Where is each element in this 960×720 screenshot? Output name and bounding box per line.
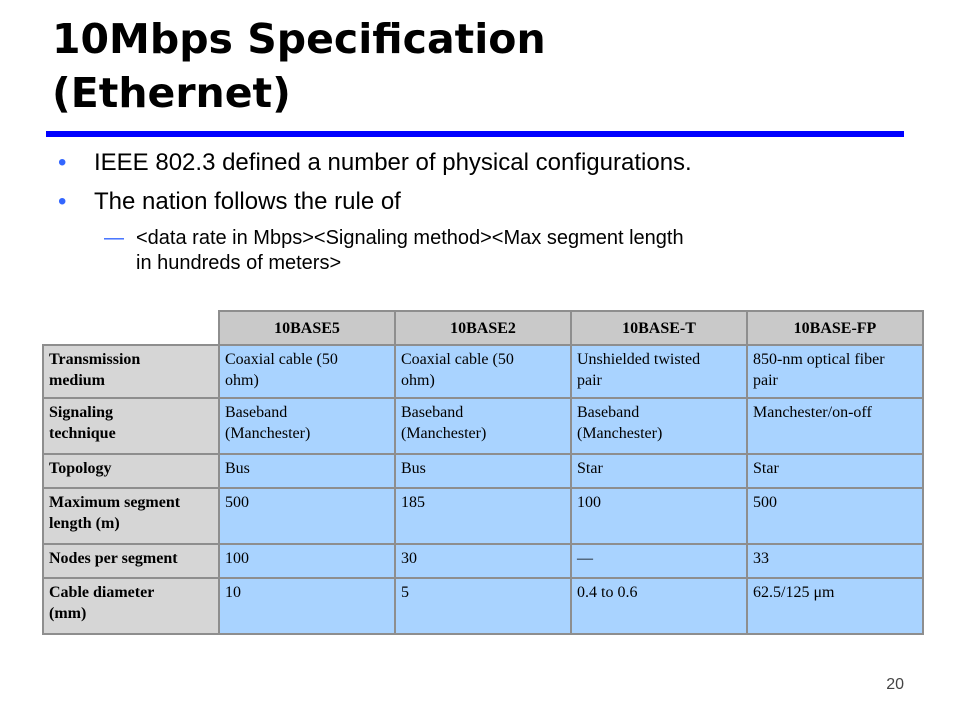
page-number: 20 xyxy=(886,676,904,693)
table-cell: 100 xyxy=(219,544,395,578)
sub-bullet-item xyxy=(104,226,896,276)
cell-line: pair xyxy=(577,372,602,389)
table-header-row xyxy=(43,311,923,345)
table-row xyxy=(43,454,923,488)
spec-table-container xyxy=(42,310,922,636)
sub-bullet-line-2: in hundreds of meters> xyxy=(136,252,342,274)
table-cell xyxy=(219,345,395,398)
slide-title xyxy=(52,12,912,120)
table-corner-cell xyxy=(43,311,219,345)
table-cell: 10 xyxy=(219,578,395,634)
column-header: 10BASE5 xyxy=(219,311,395,345)
table-cell: 33 xyxy=(747,544,923,578)
table-cell xyxy=(747,398,923,454)
row-header: Topology xyxy=(43,454,219,488)
table-cell: — xyxy=(571,544,747,578)
column-header: 10BASE-FP xyxy=(747,311,923,345)
column-header: 10BASE2 xyxy=(395,311,571,345)
title-line-1: 10Mbps Specification xyxy=(52,15,546,63)
spec-table xyxy=(42,310,924,635)
row-header-line: medium xyxy=(49,372,105,389)
row-header xyxy=(43,345,219,398)
table-row xyxy=(43,345,923,398)
table-cell: Star xyxy=(747,454,923,488)
bullet-dot-icon: • xyxy=(58,188,67,215)
row-header: Nodes per segment xyxy=(43,544,219,578)
table-cell: Bus xyxy=(395,454,571,488)
table-row xyxy=(43,578,923,634)
cell-line: Baseband xyxy=(225,404,288,421)
table-cell xyxy=(395,345,571,398)
table-cell: 100 xyxy=(571,488,747,544)
title-line-2: (Ethernet) xyxy=(52,69,291,117)
table-cell xyxy=(747,345,923,398)
row-header xyxy=(43,488,219,544)
cell-line: ohm) xyxy=(225,372,259,389)
column-header: 10BASE-T xyxy=(571,311,747,345)
cell-line: Baseband xyxy=(577,404,640,421)
row-header-line: Transmission xyxy=(49,351,141,368)
cell-line: pair xyxy=(753,372,778,389)
row-header-line: Maximum segment xyxy=(49,494,181,511)
cell-line: Unshielded twisted xyxy=(577,351,701,368)
bullet-list xyxy=(58,148,918,276)
table-cell: Star xyxy=(571,454,747,488)
cell-line: ohm) xyxy=(401,372,435,389)
table-cell xyxy=(219,398,395,454)
row-header-line: Cable diameter xyxy=(49,584,155,601)
table-cell: 5 xyxy=(395,578,571,634)
table-cell: 30 xyxy=(395,544,571,578)
table-cell: Bus xyxy=(219,454,395,488)
table-cell: 0.4 to 0.6 xyxy=(571,578,747,634)
cell-line: Coaxial cable (50 xyxy=(401,351,514,368)
table-cell: 500 xyxy=(219,488,395,544)
cell-line: (Manchester) xyxy=(401,425,487,442)
sub-bullet-line-1: <data rate in Mbps><Signaling method><Max segment length xyxy=(136,227,684,249)
row-header xyxy=(43,578,219,634)
row-header-line: (mm) xyxy=(49,605,87,622)
bullet-dot-icon: • xyxy=(58,149,67,176)
bullet-item xyxy=(58,148,918,178)
bullet-item xyxy=(58,187,918,217)
table-cell: 500 xyxy=(747,488,923,544)
row-header-line: length (m) xyxy=(49,515,120,532)
table-row xyxy=(43,544,923,578)
sub-bullet-dash: — xyxy=(104,227,124,249)
row-header-line: Signaling xyxy=(49,404,114,421)
cell-line: 850-nm optical fiber xyxy=(753,351,885,368)
bullet-text: The nation follows the rule of xyxy=(94,188,401,215)
cell-line: Coaxial cable (50 xyxy=(225,351,338,368)
row-header xyxy=(43,398,219,454)
row-header-line: technique xyxy=(49,425,116,442)
table-cell xyxy=(395,398,571,454)
table-row xyxy=(43,488,923,544)
table-cell: 185 xyxy=(395,488,571,544)
title-underline xyxy=(46,131,904,137)
cell-line: (Manchester) xyxy=(577,425,663,442)
cell-line: Manchester/on-off xyxy=(753,404,872,421)
cell-line: (Manchester) xyxy=(225,425,311,442)
table-row xyxy=(43,398,923,454)
table-cell xyxy=(571,398,747,454)
cell-line: Baseband xyxy=(401,404,464,421)
table-cell: 62.5/125 μm xyxy=(747,578,923,634)
table-cell xyxy=(571,345,747,398)
bullet-text: IEEE 802.3 defined a number of physical configurations. xyxy=(94,149,692,176)
